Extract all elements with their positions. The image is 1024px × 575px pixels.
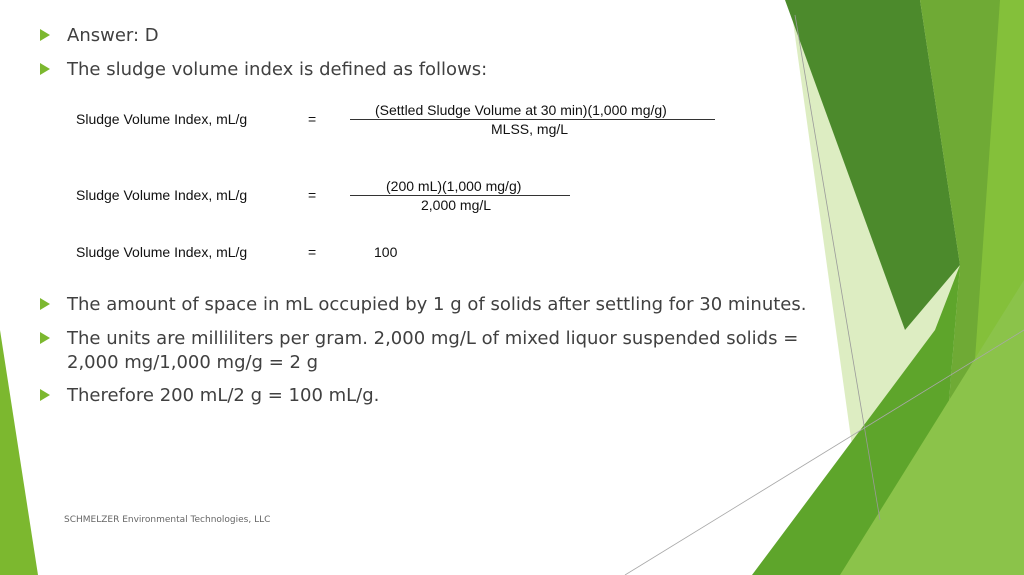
- equation-2-lhs: Sludge Volume Index, mL/g: [76, 187, 248, 203]
- bullet-text: Answer: D: [67, 25, 159, 46]
- equation-1-fraction-bar: [350, 119, 715, 120]
- equation-2-equals: =: [308, 187, 317, 203]
- bullet-definition: [40, 58, 487, 82]
- equation-3-result: 100: [374, 244, 398, 260]
- left-green-sliver: [0, 330, 38, 575]
- equation-1-equals: =: [308, 111, 317, 127]
- bullet-arrow-icon: [40, 389, 50, 401]
- footer-company: SCHMELZER Environmental Technologies, LLC: [64, 515, 271, 525]
- bullet-conclusion: [40, 384, 379, 408]
- bullet-arrow-icon: [40, 298, 50, 310]
- bullet-explanation: [40, 293, 810, 317]
- bullet-text: The units are milliliters per gram. 2,000 mg/L of mixed liquor suspended solids = 2,000 mg/1,000 mg/g = 2 g: [67, 328, 799, 373]
- equation-1-numerator: (Settled Sludge Volume at 30 min)(1,000 mg/g): [375, 102, 667, 118]
- bullet-units: [40, 327, 800, 375]
- equation-3-equals: =: [308, 244, 317, 260]
- bullet-arrow-icon: [40, 332, 50, 344]
- equation-2-denominator: 2,000 mg/L: [421, 197, 492, 213]
- equation-1-denominator: MLSS, mg/L: [491, 121, 569, 137]
- bullet-text: The amount of space in mL occupied by 1 g of solids after settling for 30 minutes.: [67, 294, 807, 315]
- bullet-text: Therefore 200 mL/2 g = 100 mL/g.: [67, 385, 380, 406]
- bullet-answer: [40, 24, 159, 48]
- equation-3-lhs: Sludge Volume Index, mL/g: [76, 244, 248, 260]
- bullet-arrow-icon: [40, 29, 50, 41]
- equation-1-lhs: Sludge Volume Index, mL/g: [76, 111, 248, 127]
- equation-2-fraction-bar: [350, 195, 570, 196]
- bullet-arrow-icon: [40, 63, 50, 75]
- equation-2-numerator: (200 mL)(1,000 mg/g): [386, 178, 522, 194]
- bullet-text: The sludge volume index is defined as follows:: [67, 59, 488, 80]
